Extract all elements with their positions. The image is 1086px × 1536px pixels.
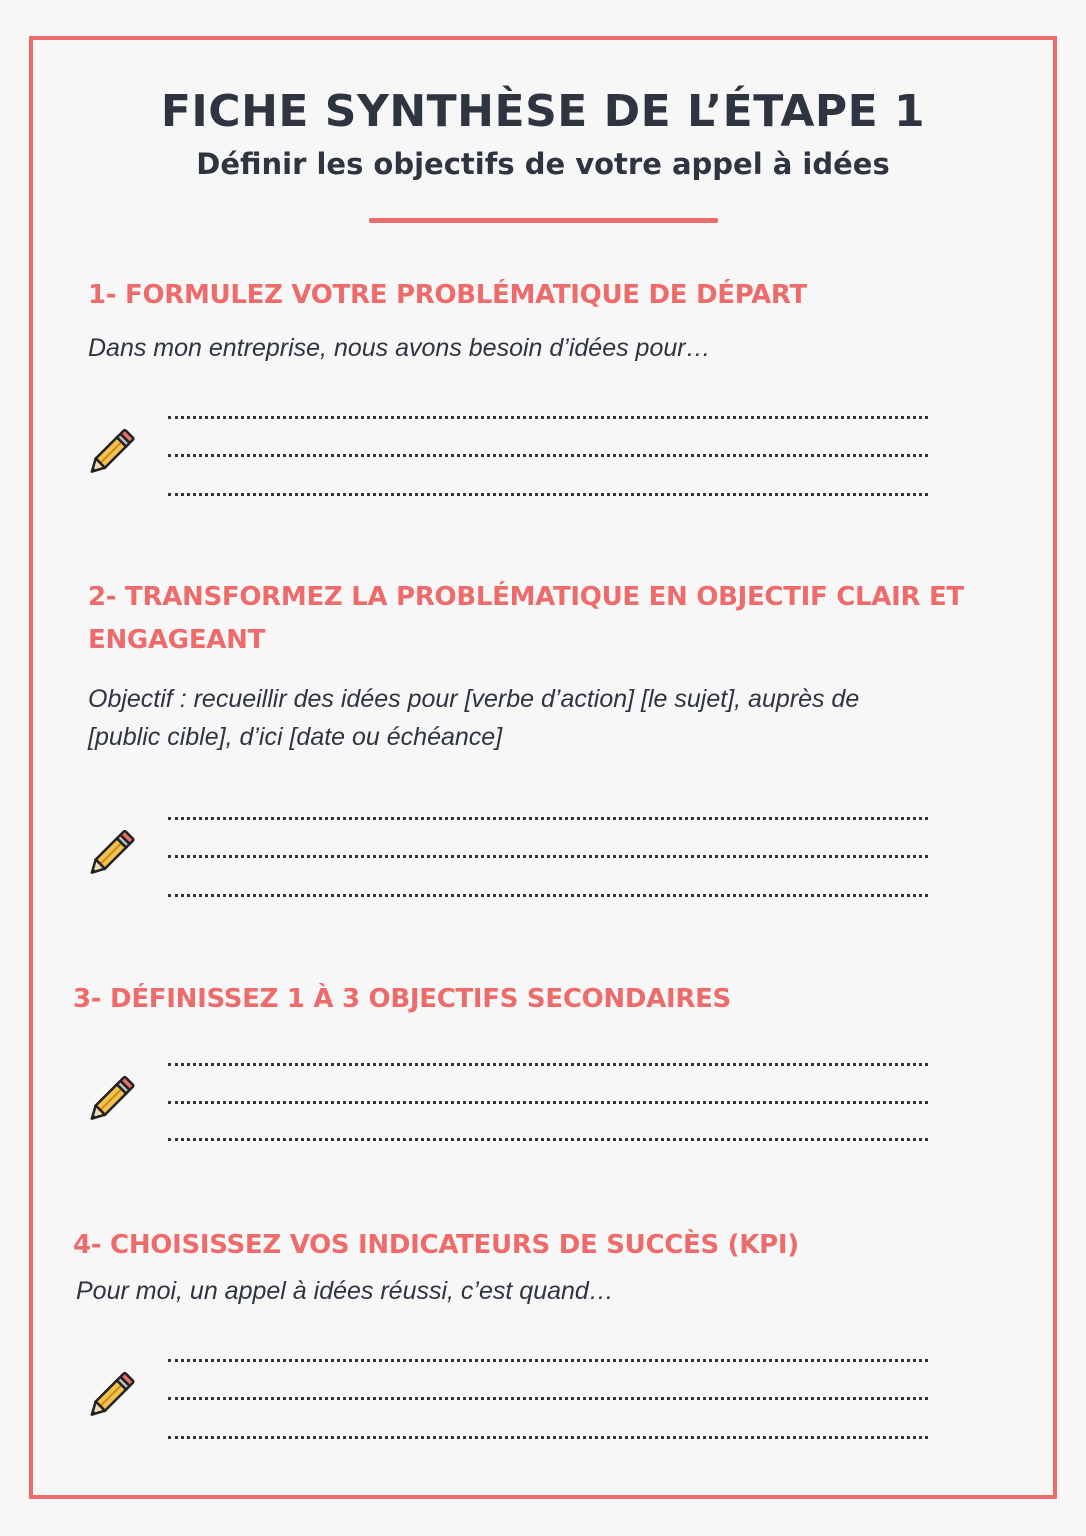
section-2-heading — [88, 576, 964, 662]
answer-line[interactable] — [168, 1063, 928, 1066]
section-2-heading-line-2: ENGAGEANT — [88, 625, 266, 655]
pencil-icon — [84, 1370, 140, 1426]
answer-line[interactable] — [168, 416, 928, 419]
section-2-prompt — [88, 680, 859, 756]
page-subtitle: Définir les objectifs de votre appel à idées — [196, 147, 890, 181]
answer-line[interactable] — [168, 1397, 928, 1400]
answer-line[interactable] — [168, 1101, 928, 1104]
answer-line[interactable] — [168, 493, 928, 496]
section-2-prompt-line-1: Objectif : recueillir des idées pour [verbe d’action] [le sujet], auprès de — [88, 685, 860, 713]
section-2-prompt-line-2: [public cible], d’ici [date ou échéance] — [88, 723, 503, 751]
section-2-heading-line-1: 2- TRANSFORMEZ LA PROBLÉMATIQUE EN OBJECTIF CLAIR ET — [88, 582, 964, 612]
answer-line[interactable] — [168, 894, 928, 897]
answer-line[interactable] — [168, 1359, 928, 1362]
pencil-icon — [84, 828, 140, 884]
section-3-heading: 3- DÉFINISSEZ 1 À 3 OBJECTIFS SECONDAIRES — [73, 984, 731, 1014]
answer-line[interactable] — [168, 1138, 928, 1141]
pencil-icon — [84, 427, 140, 483]
answer-line[interactable] — [168, 855, 928, 858]
title-divider — [369, 218, 718, 223]
section-4-prompt: Pour moi, un appel à idées réussi, c’est quand… — [76, 1277, 614, 1305]
answer-line[interactable] — [168, 817, 928, 820]
answer-line[interactable] — [168, 1436, 928, 1439]
section-1-answer-area[interactable] — [0, 405, 1086, 515]
section-2-answer-area[interactable] — [0, 806, 1086, 916]
section-4-answer-area[interactable] — [0, 1348, 1086, 1458]
answer-line[interactable] — [168, 454, 928, 457]
section-3-answer-area[interactable] — [0, 1052, 1086, 1162]
section-1-prompt: Dans mon entreprise, nous avons besoin d’idées pour… — [88, 334, 711, 362]
section-1-heading: 1- FORMULEZ VOTRE PROBLÉMATIQUE DE DÉPART — [88, 280, 807, 310]
section-4-heading: 4- CHOISISSEZ VOS INDICATEURS DE SUCCÈS (KPI) — [73, 1230, 799, 1260]
page-title: FICHE SYNTHÈSE DE L’ÉTAPE 1 — [160, 86, 926, 137]
pencil-icon — [84, 1074, 140, 1130]
